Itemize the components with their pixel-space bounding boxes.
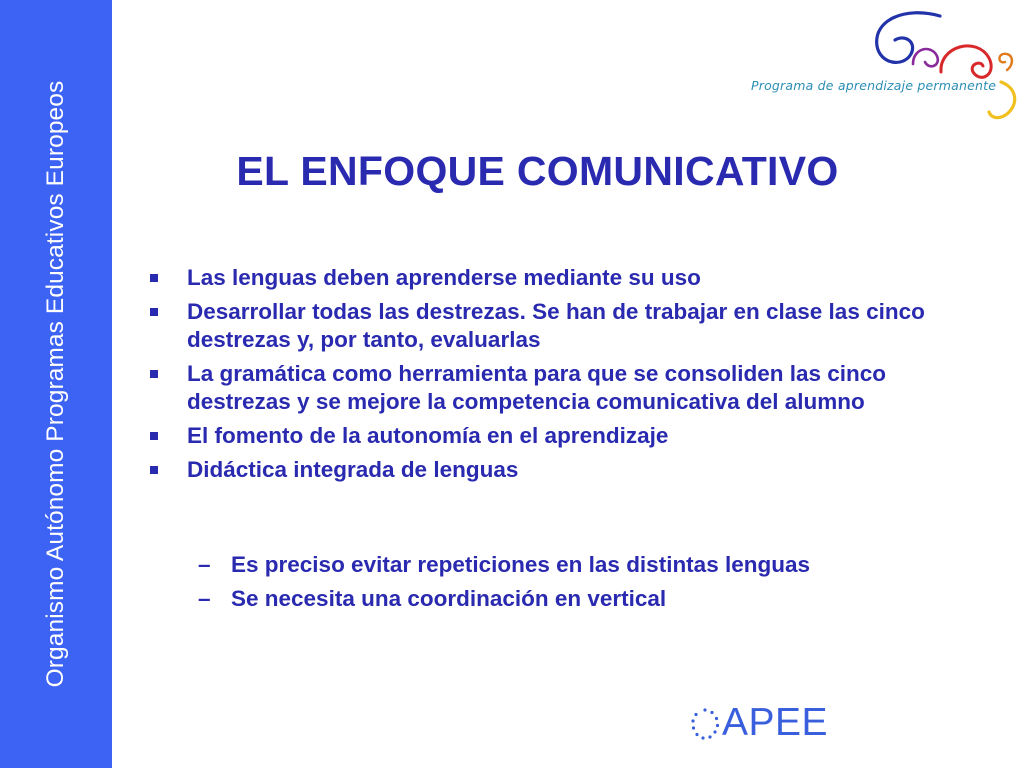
bullet-text: Didáctica integrada de lenguas <box>187 457 519 482</box>
dash-bullet: – <box>198 586 211 611</box>
bullet-text: Desarrollar todas las destrezas. Se han de trabajar en clase las cinco destrezas y, por tanto, evaluarlas <box>187 299 925 352</box>
sub-item-text: Es preciso evitar repeticiones en las distintas lenguas <box>231 552 810 577</box>
star-circle-icon <box>690 706 720 742</box>
sub-item <box>198 584 938 614</box>
programa-aprendizaje-logo <box>745 6 1020 126</box>
square-bullet-icon <box>150 274 158 282</box>
square-bullet-icon <box>150 308 158 316</box>
spiral-logo-icon <box>745 6 1020 126</box>
apee-logo-text: APEE <box>722 701 829 744</box>
sub-bullet-list <box>198 550 938 618</box>
bullet-list <box>146 264 926 490</box>
square-bullet-icon <box>150 466 158 474</box>
square-bullet-icon <box>150 432 158 440</box>
programa-aprendizaje-text: Programa de aprendizaje permanente <box>751 78 997 93</box>
apee-logo <box>690 700 840 748</box>
bullet-item <box>146 456 926 484</box>
side-band <box>0 0 112 768</box>
bullet-text: El fomento de la autonomía en el aprendizaje <box>187 423 669 448</box>
slide-title: EL ENFOQUE COMUNICATIVO <box>236 148 839 194</box>
bullet-item <box>146 298 926 354</box>
bullet-item <box>146 422 926 450</box>
bullet-text: La gramática como herramienta para que se consoliden las cinco destrezas y se mejore la competencia comunicativa del alumno <box>187 361 886 414</box>
dash-bullet: – <box>198 552 211 577</box>
sidebar-organization-name: Organismo Autónomo Programas Educativos Europeos <box>42 80 69 688</box>
sub-item <box>198 550 938 580</box>
sub-item-text: Se necesita una coordinación en vertical <box>231 586 667 611</box>
bullet-item <box>146 264 926 292</box>
square-bullet-icon <box>150 370 158 378</box>
bullet-text: Las lenguas deben aprenderse mediante su uso <box>187 265 701 290</box>
bullet-item <box>146 360 926 416</box>
